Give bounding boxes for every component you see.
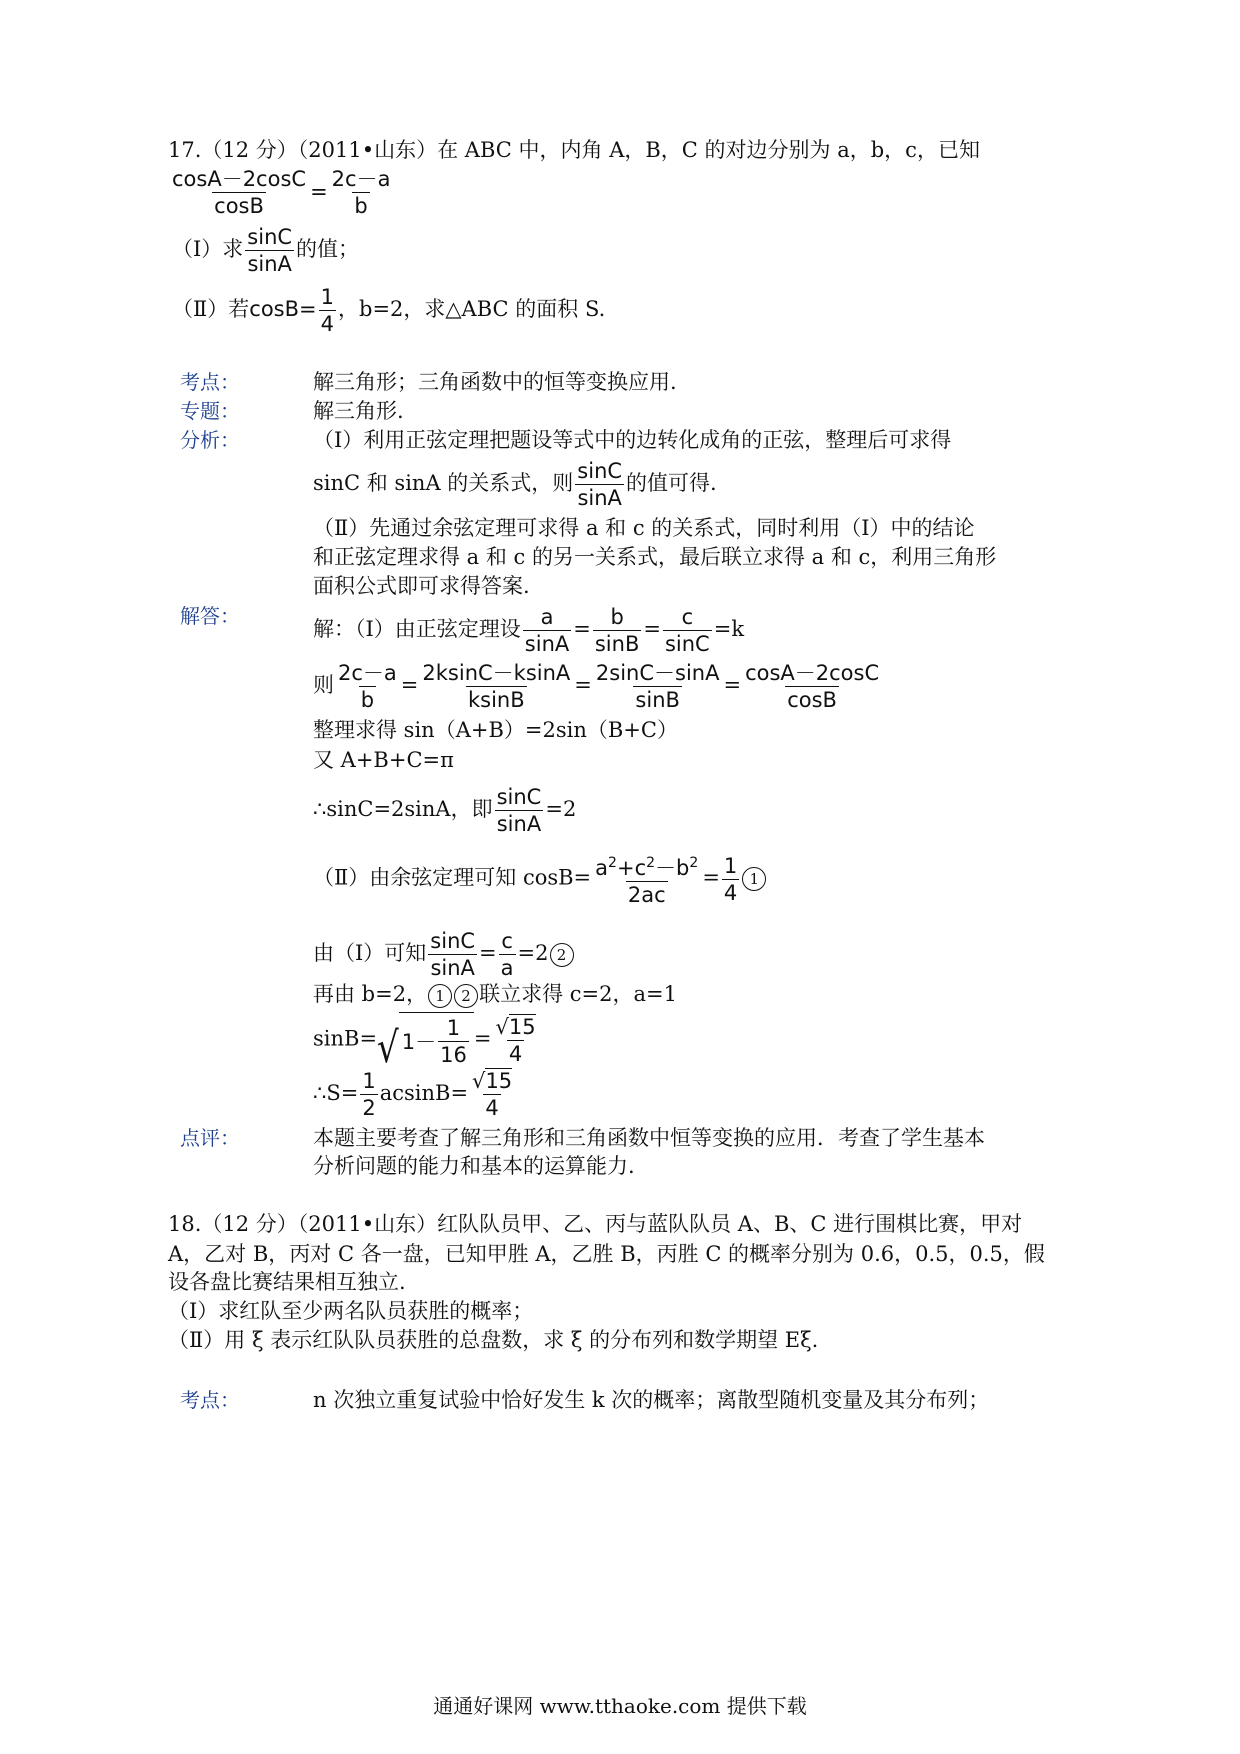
q18-line2: A，乙对 B，丙对 C 各一盘，已知甲胜 A，乙胜 B，丙胜 C 的概率分别为 0.6，0.5，0.5，假 <box>168 1242 1045 1266</box>
q17-given-equation: $\frac{\cos A-2\cos C}{\cos B}$ = $\frac{2c-a}{b}$ <box>172 167 391 218</box>
label-jieda: 解答： <box>180 604 240 628</box>
page-footer: 通通好课网 www.tthaoke.com 提供下载 <box>433 1694 807 1718</box>
solution-step5: ∴sinC=2sinA，即 $\frac{\sin C}{\sin A}$ =2 <box>313 785 577 836</box>
q18-part1: （Ⅰ）求红队至少两名队员获胜的概率； <box>168 1299 534 1323</box>
q17-header: 17.（12 分）（2011•山东）在 ABC 中，内角 A，B，C 的对边分别为 a，b，c，已知 <box>168 138 980 162</box>
q18-label-kaodian: 考点： <box>180 1388 240 1412</box>
label-zhuanti: 专题： <box>180 399 240 423</box>
dianping-line1: 本题主要考查了解三角形和三角函数中恒等变换的应用．考查了学生基本 <box>313 1126 985 1150</box>
fenxi-line4: 和正弦定理求得 a 和 c 的另一关系式，最后联立求得 a 和 c，利用三角形 <box>313 545 997 569</box>
label-kaodian: 考点： <box>180 370 240 394</box>
circled-1: 1 <box>742 867 766 891</box>
solution-step10: ∴S= $\frac{1}{2}$ acsinB= $\frac{√15}{4}$ <box>313 1069 513 1120</box>
solution-step4: 又 A+B+C=π <box>313 748 454 772</box>
solution-step1: 解：（Ⅰ）由正弦定理设 $\frac{a}{\sin A}$ = $\frac{b}{\sin B}$ = $\frac{c}{\sin C}$ =k <box>313 605 745 656</box>
solution-step6: （Ⅱ）由余弦定理可知 cosB= $\frac{a^2+c^2-b^2}{2ac}$ = $\frac{1}{4}$ 1 <box>313 850 767 908</box>
solution-step8: 再由 b=2， 1 2 联立求得 c=2，a=1 <box>313 982 677 1006</box>
fenxi-line3: （Ⅱ）先通过余弦定理可求得 a 和 c 的关系式，同时利用（Ⅰ）中的结论 <box>313 516 975 540</box>
q18-kaodian-text: n 次独立重复试验中恰好发生 k 次的概率；离散型随机变量及其分布列； <box>313 1388 990 1412</box>
label-fenxi: 分析： <box>180 428 240 452</box>
solution-step9: sinB= √ 1－ $\frac{1}{16}$ = $\frac{√15}{4}$ <box>313 1012 540 1068</box>
label-dianping: 点评： <box>180 1126 240 1150</box>
zhuanti-text: 解三角形. <box>313 399 404 423</box>
solution-step2: 则 $\frac{2c-a}{b}$ = $\frac{2ksinC-ksinA}{ksinB}$ = $\frac{2\sin C-\sin A}{\sin B}$ = $\frac{\cos A-2\cos C}{\cos B}$ <box>313 661 880 712</box>
kaodian-text: 解三角形；三角函数中的恒等变换应用. <box>313 370 677 394</box>
dianping-line2: 分析问题的能力和基本的运算能力. <box>313 1154 635 1178</box>
q18-part2: （Ⅱ）用 ξ 表示红队队员获胜的总盘数，求 ξ 的分布列和数学期望 Eξ. <box>168 1328 819 1352</box>
fenxi-line2: sinC 和 sinA 的关系式，则 $\frac{\sin C}{\sin A}$ 的值可得. <box>313 459 717 510</box>
q17-part1: （Ⅰ）求 $\frac{\sin C}{\sin A}$ 的值； <box>172 225 360 276</box>
q18-line3: 设各盘比赛结果相互独立. <box>168 1270 406 1294</box>
fenxi-line1: （Ⅰ）利用正弦定理把题设等式中的边转化成角的正弦，整理后可求得 <box>313 428 952 452</box>
q17-part2: （Ⅱ）若cosB= $\frac{1}{4}$ ，b=2，求△ABC 的面积 S. <box>172 285 606 336</box>
q18-line1: 18.（12 分）（2011•山东）红队队员甲、乙、丙与蓝队队员 A、B、C 进行围棋比赛，甲对 <box>168 1212 1023 1236</box>
solution-step7: 由（Ⅰ）可知 $\frac{\sin C}{\sin A}$ = $\frac{c}{a}$ =2 2 <box>313 928 575 981</box>
solution-step3: 整理求得 sin（A+B）=2sin（B+C） <box>313 718 678 742</box>
circled-2: 2 <box>550 943 574 967</box>
fenxi-line5: 面积公式即可求得答案. <box>313 574 530 598</box>
